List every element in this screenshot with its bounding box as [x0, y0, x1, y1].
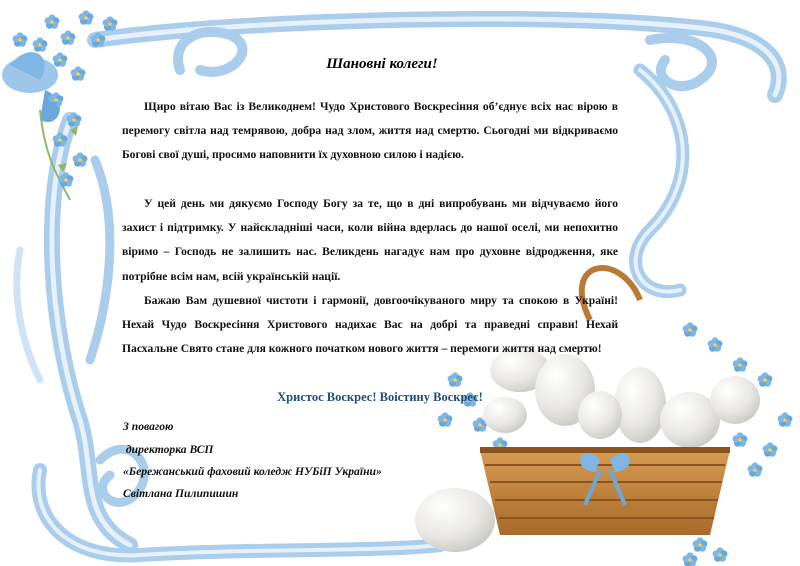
signature-line: З повагою	[123, 420, 174, 433]
letter-paragraph: Бажаю Вам душевної чистоти і гармонії, довгоочікуваного миру та спокою в Україні! Нехай Чудо Воскресіння Христового надихає Вас на добрі та праведні справи! Нехай Пасхальне Свято стане для кожного початком нового життя – перемоги життя над смертю!	[122, 294, 618, 356]
page-title: Шановні колеги!	[326, 56, 438, 72]
signature-line: «Бережанський фаховий коледж НУБіП України»	[123, 465, 382, 478]
easter-greeting: Христос Воскрес! Воістину Воскрес!	[277, 390, 483, 404]
letter-paragraph: Щиро вітаю Вас із Великоднем! Чудо Христового Воскресіння об’єднує всіх нас вірою в перемогу світла над темрявою, добра над злом, життя над смертю. Сьогодні ми відкриваємо Богові свої душі, просимо наповнити їх духовною силою і надією.	[122, 100, 618, 162]
signature-line: Світлана Пилипишин	[123, 487, 239, 500]
signature-line: директорка ВСП	[123, 443, 214, 456]
letter-paragraph: У цей день ми дякуємо Господу Богу за те, що в дні випробувань ми відчуваємо його захист і підтримку. У найскладніші часи, коли війна вдерлась до нашої оселі, ми непохитно віримо – Господь не залишить нас. Великдень нагадує нам про духовне відродження, яке потрібне всім нам, всій українській нації.	[122, 197, 618, 283]
